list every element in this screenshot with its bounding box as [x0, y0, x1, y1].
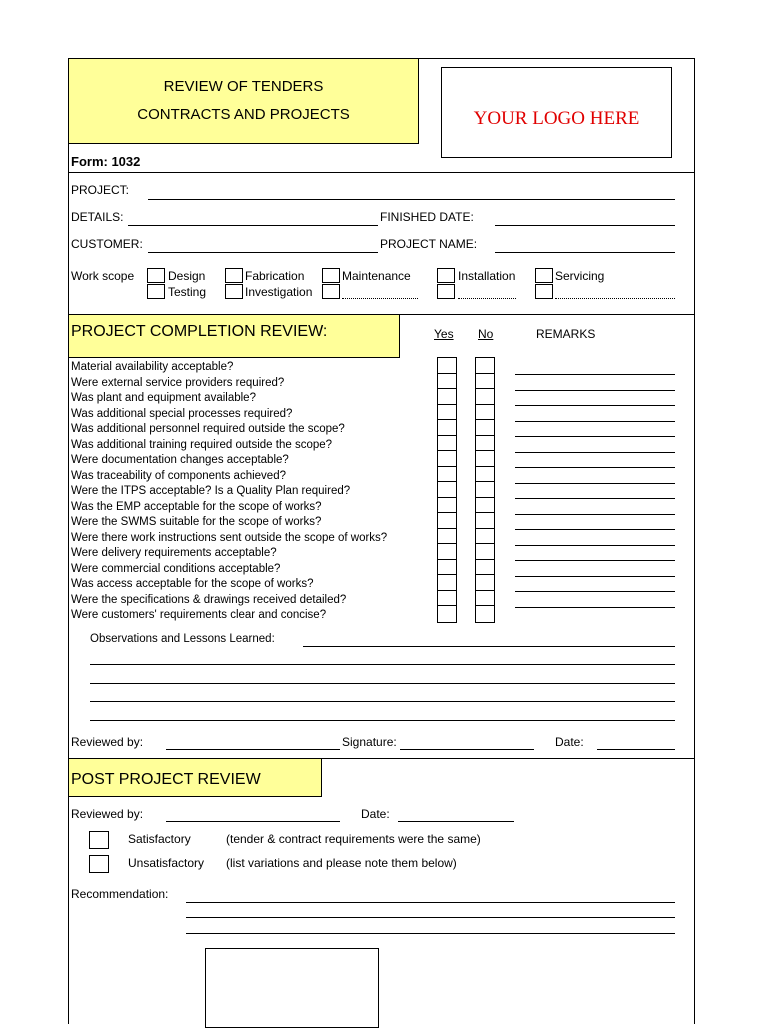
design-label: Design — [168, 269, 206, 283]
no-checkbox[interactable] — [476, 606, 494, 622]
other-scope-checkbox-2[interactable] — [437, 284, 455, 299]
question-item: Were external service providers required? — [71, 376, 285, 389]
finished-date-field[interactable] — [495, 225, 675, 226]
details-field[interactable] — [128, 225, 378, 226]
remarks-line[interactable] — [515, 405, 675, 406]
question-item: Were documentation changes acceptable? — [71, 454, 289, 466]
remarks-line[interactable] — [515, 576, 675, 577]
remarks-line[interactable] — [515, 390, 675, 391]
logo-text: YOUR LOGO HERE — [473, 108, 640, 129]
yes-checkbox[interactable] — [438, 591, 456, 607]
completion-review-title: PROJECT COMPLETION REVIEW: — [71, 323, 328, 340]
satisfactory-label: Satisfactory — [128, 832, 191, 846]
yes-checkbox[interactable] — [438, 482, 456, 498]
remarks-line[interactable] — [515, 421, 675, 422]
yes-checkbox[interactable] — [438, 389, 456, 405]
no-checkbox[interactable] — [476, 529, 494, 545]
unsatisfactory-note: (list variations and please note them below) — [226, 856, 457, 870]
no-checkbox[interactable] — [476, 560, 494, 576]
yes-checkbox[interactable] — [438, 436, 456, 452]
installation-checkbox[interactable] — [437, 268, 455, 283]
work-scope-label: Work scope — [71, 269, 135, 283]
unsatisfactory-label: Unsatisfactory — [128, 856, 205, 870]
maintenance-label: Maintenance — [342, 269, 411, 283]
observations-line-5[interactable] — [90, 720, 675, 721]
observations-label: Observations and Lessons Learned: — [90, 633, 275, 645]
investigation-label: Investigation — [245, 285, 313, 299]
question-item: Were commercial conditions acceptable? — [71, 562, 281, 575]
question-item: Were there work instructions sent outside the scope of works? — [71, 531, 388, 544]
remarks-line[interactable] — [515, 374, 675, 375]
question-item: Were customers' requirements clear and concise? — [71, 609, 327, 621]
project-field[interactable] — [148, 199, 675, 200]
remarks-header: REMARKS — [536, 327, 596, 341]
form-border-left — [68, 58, 69, 1024]
yes-checkbox[interactable] — [438, 498, 456, 514]
remarks-line[interactable] — [515, 514, 675, 515]
no-checkbox[interactable] — [476, 544, 494, 560]
installation-label: Installation — [458, 269, 516, 283]
no-checkbox[interactable] — [476, 451, 494, 467]
yes-header: Yes — [434, 327, 454, 341]
question-item: Was traceability of components achieved? — [71, 469, 286, 482]
yes-checkbox[interactable] — [438, 513, 456, 529]
observations-line-4[interactable] — [90, 701, 675, 702]
yes-checkbox[interactable] — [438, 374, 456, 390]
no-checkbox-column[interactable] — [475, 357, 495, 623]
title-line-1: REVIEW OF TENDERS — [163, 78, 324, 95]
other-scope-field-1[interactable] — [342, 298, 418, 299]
yes-checkbox[interactable] — [438, 467, 456, 483]
no-checkbox[interactable] — [476, 482, 494, 498]
title-line-2: CONTRACTS AND PROJECTS — [137, 106, 350, 123]
post-review-title: POST PROJECT REVIEW — [71, 771, 261, 788]
no-checkbox[interactable] — [476, 591, 494, 607]
project-name-label: PROJECT NAME: — [380, 237, 478, 251]
reviewed-by-label: Reviewed by: — [71, 735, 144, 749]
remarks-line[interactable] — [515, 483, 675, 484]
logo-placeholder — [441, 67, 672, 158]
question-item: Were the SWMS suitable for the scope of works? — [71, 516, 322, 528]
finished-date-label: FINISHED DATE: — [380, 210, 474, 224]
yes-checkbox[interactable] — [438, 358, 456, 374]
form-number: Form: 1032 — [71, 154, 141, 169]
recommendation-label: Recommendation: — [71, 887, 169, 901]
yes-checkbox[interactable] — [438, 560, 456, 576]
remarks-line[interactable] — [515, 560, 675, 561]
details-label: DETAILS: — [71, 210, 124, 224]
testing-checkbox[interactable] — [147, 284, 165, 299]
title-block — [68, 58, 419, 144]
yes-checkbox[interactable] — [438, 544, 456, 560]
remarks-line[interactable] — [515, 452, 675, 453]
maintenance-checkbox[interactable] — [322, 268, 340, 283]
yes-checkbox[interactable] — [438, 606, 456, 622]
investigation-checkbox[interactable] — [225, 284, 243, 299]
satisfactory-note: (tender & contract requirements were the same) — [226, 832, 481, 846]
design-checkbox[interactable] — [147, 268, 165, 283]
no-checkbox[interactable] — [476, 436, 494, 452]
servicing-checkbox[interactable] — [535, 268, 553, 283]
no-checkbox[interactable] — [476, 405, 494, 421]
fabrication-checkbox[interactable] — [225, 268, 243, 283]
approval-box[interactable] — [205, 948, 379, 1028]
date-label: Date: — [555, 735, 584, 749]
satisfactory-checkbox[interactable] — [89, 831, 109, 849]
post-reviewed-by-label: Reviewed by: — [71, 807, 144, 821]
no-header: No — [478, 327, 494, 341]
fabrication-label: Fabrication — [245, 269, 305, 283]
remarks-line[interactable] — [515, 591, 675, 592]
yes-checkbox-column[interactable] — [437, 357, 457, 623]
customer-label: CUSTOMER: — [71, 237, 143, 251]
question-item: Was additional personnel required outside the scope? — [71, 423, 345, 435]
no-checkbox[interactable] — [476, 513, 494, 529]
remarks-line[interactable] — [515, 467, 675, 468]
project-label: PROJECT: — [71, 183, 130, 197]
question-item: Material availability acceptable? — [71, 361, 234, 373]
section-divider-1 — [68, 172, 695, 173]
remarks-line[interactable] — [515, 436, 675, 437]
signature-label: Signature: — [342, 735, 397, 749]
testing-label: Testing — [168, 285, 207, 299]
observations-line-3[interactable] — [90, 683, 675, 684]
question-item: Was access acceptable for the scope of works? — [71, 578, 314, 590]
no-checkbox[interactable] — [476, 420, 494, 436]
question-item: Were the specifications & drawings received detailed? — [71, 593, 347, 606]
no-checkbox[interactable] — [476, 389, 494, 405]
question-item: Was plant and equipment available? — [71, 392, 256, 404]
form-border-right — [694, 58, 695, 1024]
question-item: Was the EMP acceptable for the scope of works? — [71, 500, 322, 513]
remarks-line[interactable] — [515, 498, 675, 499]
yes-checkbox[interactable] — [438, 420, 456, 436]
question-item: Were the ITPS acceptable? Is a Quality Plan required? — [71, 485, 351, 497]
no-checkbox[interactable] — [476, 467, 494, 483]
recommendation-line-2[interactable] — [186, 917, 675, 918]
other-scope-checkbox-3[interactable] — [535, 284, 553, 299]
post-date-field[interactable] — [398, 821, 514, 822]
no-checkbox[interactable] — [476, 358, 494, 374]
yes-checkbox[interactable] — [438, 575, 456, 591]
yes-checkbox[interactable] — [438, 405, 456, 421]
other-scope-field-3[interactable] — [555, 298, 675, 299]
no-checkbox[interactable] — [476, 374, 494, 390]
observations-line-2[interactable] — [90, 664, 675, 665]
other-scope-field-2[interactable] — [458, 298, 516, 299]
post-reviewed-by-field[interactable] — [166, 821, 340, 822]
customer-field[interactable] — [148, 252, 378, 253]
question-item: Was additional training required outside the scope? — [71, 438, 333, 451]
other-scope-checkbox-1[interactable] — [322, 284, 340, 299]
no-checkbox[interactable] — [476, 575, 494, 591]
remarks-line[interactable] — [515, 529, 675, 530]
post-date-label: Date: — [361, 807, 390, 821]
yes-checkbox[interactable] — [438, 451, 456, 467]
question-item: Was additional special processes required? — [71, 407, 293, 420]
recommendation-line-1[interactable] — [186, 902, 675, 903]
remarks-line[interactable] — [515, 607, 675, 608]
reviewed-by-field[interactable] — [166, 749, 340, 750]
signature-field[interactable] — [400, 749, 534, 750]
project-name-field[interactable] — [495, 252, 675, 253]
date-field[interactable] — [597, 749, 675, 750]
remarks-line[interactable] — [515, 545, 675, 546]
unsatisfactory-checkbox[interactable] — [89, 855, 109, 873]
no-checkbox[interactable] — [476, 498, 494, 514]
recommendation-line-3[interactable] — [186, 933, 675, 934]
question-item: Were delivery requirements acceptable? — [71, 547, 277, 559]
yes-checkbox[interactable] — [438, 529, 456, 545]
observations-line-1[interactable] — [303, 646, 675, 647]
servicing-label: Servicing — [555, 269, 605, 283]
